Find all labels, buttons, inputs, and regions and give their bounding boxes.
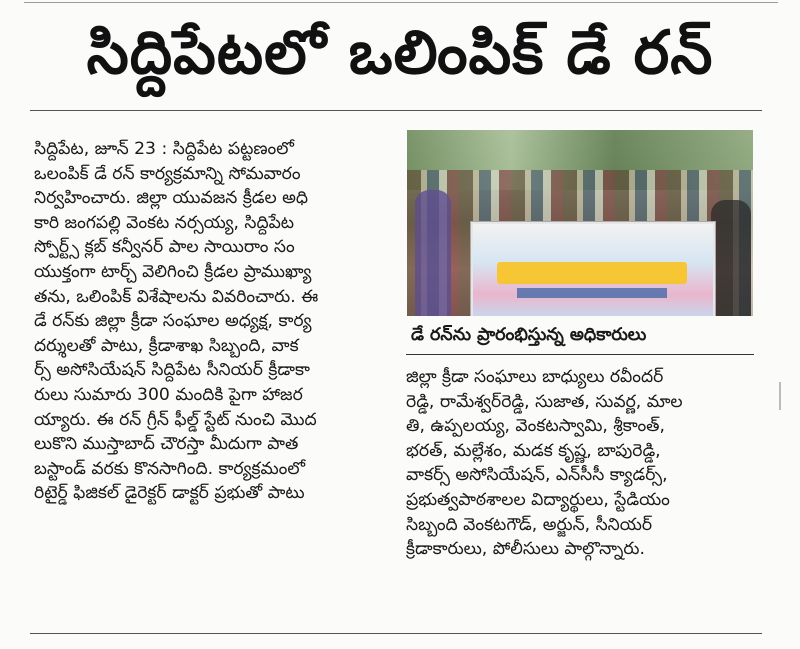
bottom-divider [30, 633, 762, 634]
text-line: బస్టాండ్ వరకు కొనసాగింది. కార్యక్రమంలో [34, 458, 306, 479]
text-line: దర్శులతో పాటు, క్రీడాశాఖ సిబ్బంది, వాక [34, 335, 299, 356]
article-right-column [406, 365, 754, 562]
runner-right [711, 200, 751, 316]
page-title: సిద్దిపేటలో ఒలింపిక్ డే రన్ [86, 18, 714, 88]
text-line: రులు సుమారు 300 మందికి పైగా హాజర [34, 384, 303, 405]
photo-caption: డే రన్‌ను ప్రారంభిస్తున్న అధికారులు [411, 325, 647, 345]
event-photo [407, 130, 753, 316]
text-line: కారి జంగపల్లి వెంకట నర్సయ్య, సిద్దిపేట [34, 212, 295, 233]
text-line: సిద్దిపేట, జూన్ 23 : సిద్దిపేట పట్టణంలో [34, 139, 294, 159]
text-line: ర్స్ అసోసియేషన్ సిద్దిపేట సీనియర్ క్రీడాకా [34, 360, 310, 381]
caption-divider [406, 354, 754, 355]
text-line: క్రీడాకారులు, పోలీసులు పాల్గొన్నారు. [406, 539, 645, 560]
top-rule [24, 2, 778, 3]
article-left-column [34, 137, 398, 506]
text-line: య్యారు. ఈ రన్ గ్రీన్ ఫీల్డ్ స్టేట్ నుంచి మొద [34, 409, 317, 430]
text-line: జిల్లా క్రీడా సంఘాలు బాధ్యులు రవీందర్ [406, 367, 664, 387]
text-line: నిర్వహించారు. జిల్లా యువజన క్రీడల అధి [34, 188, 309, 209]
text-line: లుకొని ముస్తాబాద్ చౌరస్తా మీదుగా పాత [34, 434, 299, 455]
banner-subtitle-block [517, 288, 667, 298]
headline-divider [30, 110, 762, 111]
banner-title-block [497, 262, 687, 284]
runner-left [415, 190, 451, 316]
text-line: ఒలంపిక్ డే రన్ కార్యక్రమాన్ని సోమవారం [34, 163, 301, 184]
text-line: తి, ఉప్పలయ్య, వెంకటస్వామి, శ్రీకాంత్, [406, 416, 666, 437]
text-line: స్పోర్ట్స్ క్లబ్ కన్వీనర్ పాల సాయిరాం సం [34, 237, 295, 258]
text-line: రెడ్డి, రామేశ్వర్‌రెడ్డి, సుజాత, సువర్ణ, మాల [406, 391, 683, 412]
text-line: ప్రభుత్వపాఠశాలల విద్యార్థులు, స్టేడియం [406, 489, 670, 510]
text-line: డే రన్‌కు జిల్లా క్రీడా సంఘాల అధ్యక్ష, కార్య [34, 311, 312, 332]
text-line: వాకర్స్ అసోసియేషన్, ఎన్‌సీసీ క్యాడర్స్, [406, 465, 668, 486]
text-line: భరత్, మల్లేశం, మడక కృష్ణ, బాపురెడ్డి, [406, 440, 661, 461]
text-line: తను, ఒలింపిక్ విశేషాలను వివరించారు. ఈ [34, 286, 319, 307]
page-edge-mark [779, 382, 781, 410]
text-line: యుక్తంగా టార్చ్ వెలిగించి క్రీడల ప్రాముఖ్యా [34, 261, 312, 282]
text-line: రిటైర్డ్ ఫిజికల్ డైరెక్టర్ డాక్టర్ ప్రభుతో పాటు [34, 483, 305, 504]
text-line: సిబ్బంది వెంకటగౌడ్, అర్జున్, సీనియర్ [406, 514, 653, 535]
